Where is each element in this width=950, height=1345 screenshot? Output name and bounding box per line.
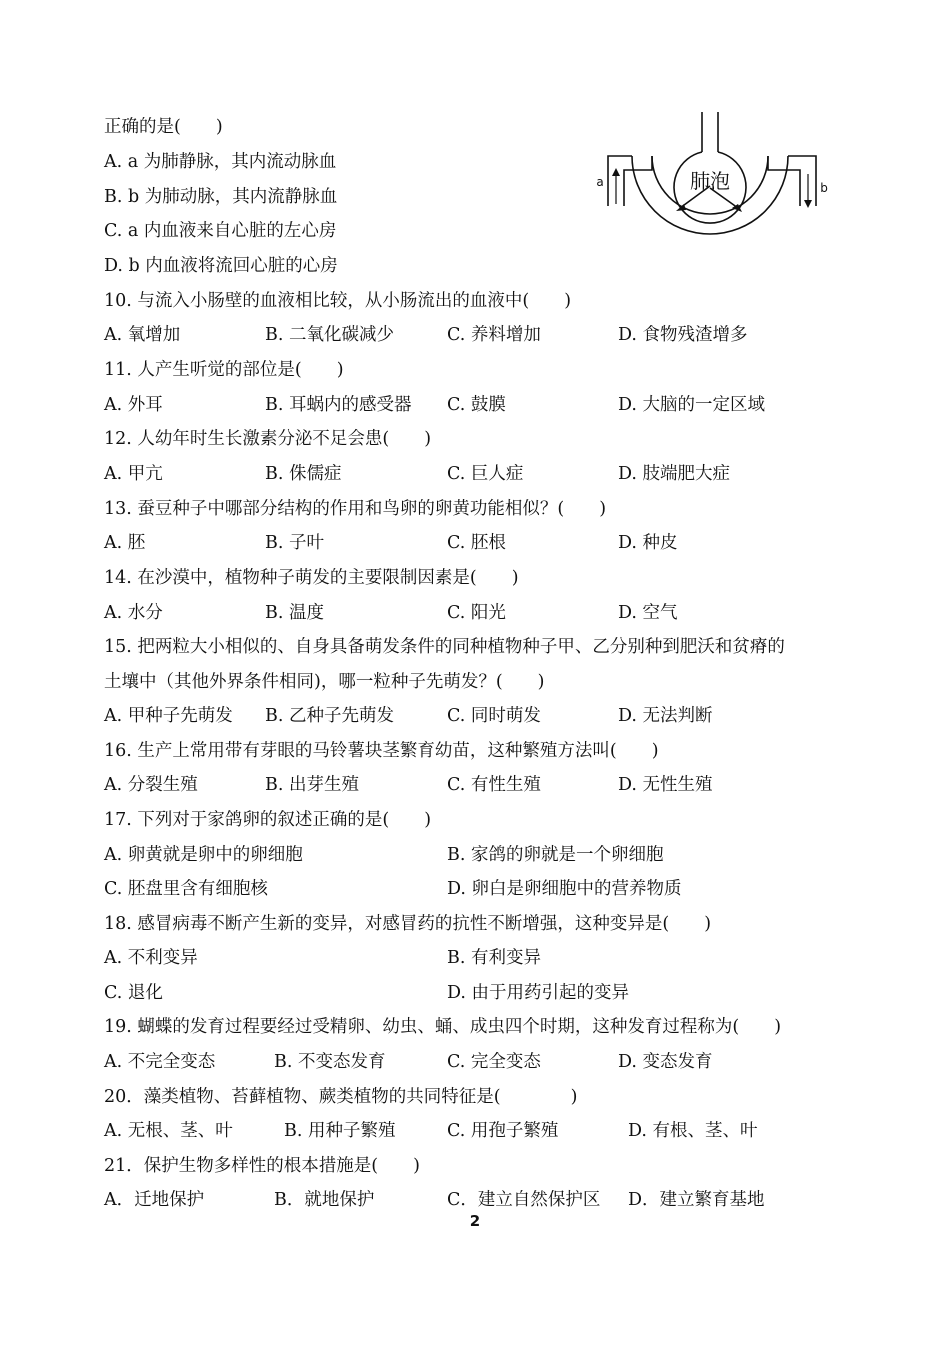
q12-option-d: D. 肢端肥大症	[618, 464, 731, 484]
q15-option-a: A. 甲种子先萌发	[104, 706, 233, 726]
q18-option-b: B. 有利变异	[447, 948, 541, 968]
q16-option-d: D. 无性生殖	[618, 775, 713, 795]
q11-option-a: A. 外耳	[104, 395, 163, 415]
q11-option-c: C. 鼓膜	[447, 395, 506, 415]
q21-stem: 21．保护生物多样性的根本措施是( )	[104, 1156, 420, 1176]
q16-stem: 16. 生产上常用带有芽眼的马铃薯块茎繁育幼苗，这种繁殖方法叫( )	[104, 741, 659, 761]
q19-option-b: B. 不变态发育	[274, 1052, 386, 1072]
q11-option-b: B. 耳蜗内的感受器	[265, 395, 412, 415]
vessel-a-label: a	[596, 175, 604, 189]
q13-option-c: C. 胚根	[447, 533, 506, 553]
q17-option-a: A. 卵黄就是卵中的卵细胞	[104, 845, 303, 865]
q21-option-b: B．就地保护	[274, 1190, 375, 1210]
alveolus-diagram	[592, 108, 832, 248]
q21-option-a: A．迁地保护	[104, 1190, 205, 1210]
q14-option-d: D. 空气	[618, 603, 678, 623]
q13-option-a: A. 胚	[104, 533, 146, 553]
q17-option-d: D. 卵白是卵细胞中的营养物质	[447, 879, 682, 899]
q11-option-d: D. 大脑的一定区域	[618, 395, 766, 415]
q19-stem: 19. 蝴蝶的发育过程要经过受精卵、幼虫、蛹、成虫四个时期，这种发育过程称为( )	[104, 1017, 782, 1037]
q10-option-a: A. 氧增加	[104, 325, 181, 345]
vessel-b-label: b	[820, 181, 828, 195]
q21-option-c: C．建立自然保护区	[447, 1190, 601, 1210]
q10-stem: 10. 与流入小肠壁的血液相比较，从小肠流出的血液中( )	[104, 291, 572, 311]
q13-stem: 13. 蚕豆种子中哪部分结构的作用和鸟卵的卵黄功能相似？( )	[104, 499, 607, 519]
q15-option-c: C. 同时萌发	[447, 706, 541, 726]
q19-option-c: C. 完全变态	[447, 1052, 541, 1072]
q16-option-c: C. 有性生殖	[447, 775, 541, 795]
q20-option-b: B. 用种子繁殖	[284, 1121, 396, 1141]
q14-option-a: A. 水分	[104, 603, 163, 623]
q14-option-b: B. 温度	[265, 603, 324, 623]
q18-option-d: D. 由于用药引起的变异	[447, 983, 630, 1003]
q18-option-c: C. 退化	[104, 983, 163, 1003]
q14-stem: 14. 在沙漠中，植物种子萌发的主要限制因素是( )	[104, 568, 519, 588]
alveolus-label: 肺泡	[690, 169, 730, 193]
q18-option-a: A. 不利变异	[104, 948, 198, 968]
q15-option-d: D. 无法判断	[618, 706, 713, 726]
q15-stem-line2: 土壤中（其他外界条件相同)，哪一粒种子先萌发？( )	[104, 672, 545, 692]
q9-option-b: B. b 为肺动脉，其内流静脉血	[104, 187, 338, 207]
q9-stem-tail: 正确的是( )	[104, 117, 223, 137]
q11-stem: 11. 人产生听觉的部位是( )	[104, 360, 344, 380]
page-number: 2	[469, 1212, 481, 1230]
q16-option-b: B. 出芽生殖	[265, 775, 359, 795]
q9-option-c: C. a 内血液来自心脏的左心房	[104, 221, 337, 241]
q9-option-d: D. b 内血液将流回心脏的心房	[104, 256, 338, 276]
q17-option-b: B. 家鸽的卵就是一个卵细胞	[447, 845, 664, 865]
q15-stem-line1: 15. 把两粒大小相似的、自身具备萌发条件的同种植物种子甲、乙分别种到肥沃和贫瘠的	[104, 637, 785, 657]
q20-stem: 20．藻类植物、苔藓植物、蕨类植物的共同特征是( )	[104, 1087, 578, 1107]
q20-option-a: A. 无根、茎、叶	[104, 1121, 233, 1141]
q17-option-c: C. 胚盘里含有细胞核	[104, 879, 268, 899]
q16-option-a: A. 分裂生殖	[104, 775, 198, 795]
q10-option-b: B. 二氧化碳减少	[265, 325, 394, 345]
q12-option-a: A. 甲亢	[104, 464, 163, 484]
q13-option-b: B. 子叶	[265, 533, 324, 553]
q12-option-c: C. 巨人症	[447, 464, 524, 484]
q20-option-d: D. 有根、茎、叶	[628, 1121, 758, 1141]
q17-stem: 17. 下列对于家鸽卵的叙述正确的是( )	[104, 810, 432, 830]
q13-option-d: D. 种皮	[618, 533, 678, 553]
q20-option-c: C. 用孢子繁殖	[447, 1121, 559, 1141]
q18-stem: 18. 感冒病毒不断产生新的变异，对感冒药的抗性不断增强，这种变异是( )	[104, 914, 712, 934]
q10-option-d: D. 食物残渣增多	[618, 325, 748, 345]
q14-option-c: C. 阳光	[447, 603, 506, 623]
q12-option-b: B. 侏儒症	[265, 464, 342, 484]
q9-option-a: A. a 为肺静脉，其内流动脉血	[104, 152, 337, 172]
q19-option-a: A. 不完全变态	[104, 1052, 216, 1072]
q19-option-d: D. 变态发育	[618, 1052, 713, 1072]
q12-stem: 12. 人幼年时生长激素分泌不足会患( )	[104, 429, 432, 449]
q21-option-d: D．建立繁育基地	[628, 1190, 765, 1210]
q10-option-c: C. 养料增加	[447, 325, 541, 345]
q15-option-b: B. 乙种子先萌发	[265, 706, 394, 726]
